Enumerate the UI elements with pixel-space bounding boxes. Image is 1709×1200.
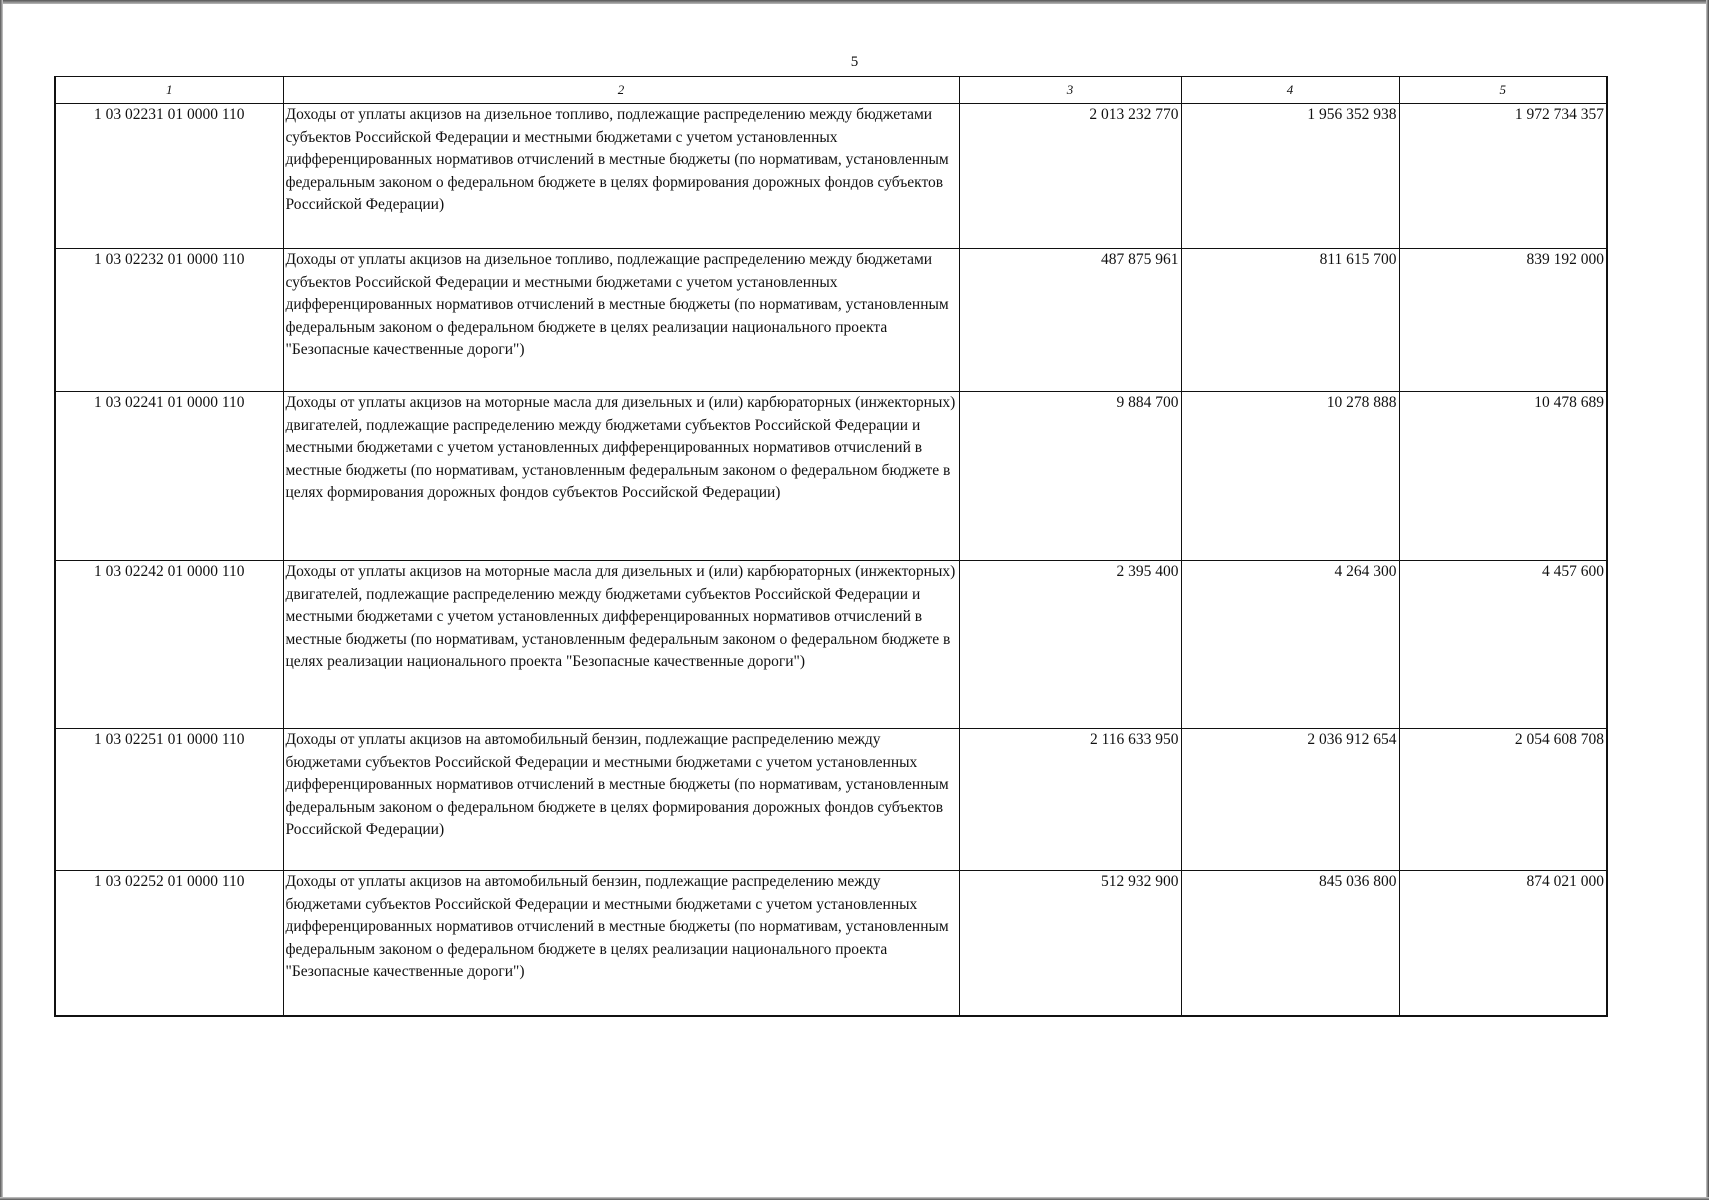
scan-edge-top bbox=[0, 0, 1709, 4]
amount-col4-cell: 845 036 800 bbox=[1181, 871, 1399, 1016]
description-cell: Доходы от уплаты акцизов на моторные масла для дизельных и (или) карбюраторных (инжекторных) двигателей, подлежащие распределению между бюджетами субъектов Российской Федерации и местными бюджетами с учетом установленных дифференцированных нормативов отчислений в местные бюджеты (по нормативам, установленным федеральным законом о федеральном бюджете в целях реализации национального проекта "Безопасные качественные дороги") bbox=[283, 561, 959, 729]
column-number-4: 4 bbox=[1181, 77, 1399, 104]
budget-code-cell: 1 03 02231 01 0000 110 bbox=[55, 104, 283, 249]
column-number-header-row bbox=[55, 77, 1607, 104]
amount-col4-cell: 4 264 300 bbox=[1181, 561, 1399, 729]
amount-col5-cell: 1 972 734 357 bbox=[1399, 104, 1607, 249]
amount-col5-cell: 839 192 000 bbox=[1399, 249, 1607, 392]
amount-col5-cell: 10 478 689 bbox=[1399, 392, 1607, 561]
amount-col4-cell: 2 036 912 654 bbox=[1181, 729, 1399, 871]
amount-col3-cell: 2 013 232 770 bbox=[959, 104, 1181, 249]
description-cell: Доходы от уплаты акцизов на моторные масла для дизельных и (или) карбюраторных (инжекторных) двигателей, подлежащие распределению между бюджетами субъектов Российской Федерации и местными бюджетами с учетом установленных дифференцированных нормативов отчислений в местные бюджеты (по нормативам, установленным федеральным законом о федеральном бюджете в целях формирования дорожных фондов субъектов Российской Федерации) bbox=[283, 392, 959, 561]
amount-col3-cell: 2 395 400 bbox=[959, 561, 1181, 729]
budget-code-cell: 1 03 02242 01 0000 110 bbox=[55, 561, 283, 729]
column-number-1: 1 bbox=[55, 77, 283, 104]
amount-col5-cell: 2 054 608 708 bbox=[1399, 729, 1607, 871]
table-row bbox=[55, 249, 1607, 392]
table-row bbox=[55, 871, 1607, 1016]
scan-edge-left bbox=[0, 0, 3, 1200]
description-cell: Доходы от уплаты акцизов на дизельное топливо, подлежащие распределению между бюджетами субъектов Российской Федерации и местными бюджетами с учетом установленных дифференцированных нормативов отчислений в местные бюджеты (по нормативам, установленным федеральным законом о федеральном бюджете в целях реализации национального проекта "Безопасные качественные дороги") bbox=[283, 249, 959, 392]
amount-col3-cell: 9 884 700 bbox=[959, 392, 1181, 561]
amount-col3-cell: 487 875 961 bbox=[959, 249, 1181, 392]
amount-col3-cell: 2 116 633 950 bbox=[959, 729, 1181, 871]
page-number: 5 bbox=[850, 54, 859, 70]
amount-col3-cell: 512 932 900 bbox=[959, 871, 1181, 1016]
budget-code-cell: 1 03 02251 01 0000 110 bbox=[55, 729, 283, 871]
column-number-2: 2 bbox=[283, 77, 959, 104]
table-row bbox=[55, 729, 1607, 871]
table-row bbox=[55, 104, 1607, 249]
amount-col4-cell: 811 615 700 bbox=[1181, 249, 1399, 392]
description-cell: Доходы от уплаты акцизов на автомобильный бензин, подлежащие распределению между бюджетами субъектов Российской Федерации и местными бюджетами с учетом установленных дифференцированных нормативов отчислений в местные бюджеты (по нормативам, установленным федеральным законом о федеральном бюджете в целях формирования дорожных фондов субъектов Российской Федерации) bbox=[283, 729, 959, 871]
budget-code-cell: 1 03 02232 01 0000 110 bbox=[55, 249, 283, 392]
amount-col5-cell: 874 021 000 bbox=[1399, 871, 1607, 1016]
amount-col4-cell: 1 956 352 938 bbox=[1181, 104, 1399, 249]
amount-col4-cell: 10 278 888 bbox=[1181, 392, 1399, 561]
description-cell: Доходы от уплаты акцизов на автомобильный бензин, подлежащие распределению между бюджетами субъектов Российской Федерации и местными бюджетами с учетом установленных дифференцированных нормативов отчислений в местные бюджеты (по нормативам, установленным федеральным законом о федеральном бюджете в целях реализации национального проекта "Безопасные качественные дороги") bbox=[283, 871, 959, 1016]
revenue-table bbox=[54, 76, 1608, 1017]
table-row bbox=[55, 392, 1607, 561]
table-row bbox=[55, 561, 1607, 729]
description-cell: Доходы от уплаты акцизов на дизельное топливо, подлежащие распределению между бюджетами субъектов Российской Федерации и местными бюджетами с учетом установленных дифференцированных нормативов отчислений в местные бюджеты (по нормативам, установленным федеральным законом о федеральном бюджете в целях формирования дорожных фондов субъектов Российской Федерации) bbox=[283, 104, 959, 249]
budget-code-cell: 1 03 02241 01 0000 110 bbox=[55, 392, 283, 561]
amount-col5-cell: 4 457 600 bbox=[1399, 561, 1607, 729]
column-number-3: 3 bbox=[959, 77, 1181, 104]
budget-code-cell: 1 03 02252 01 0000 110 bbox=[55, 871, 283, 1016]
column-number-5: 5 bbox=[1399, 77, 1607, 104]
